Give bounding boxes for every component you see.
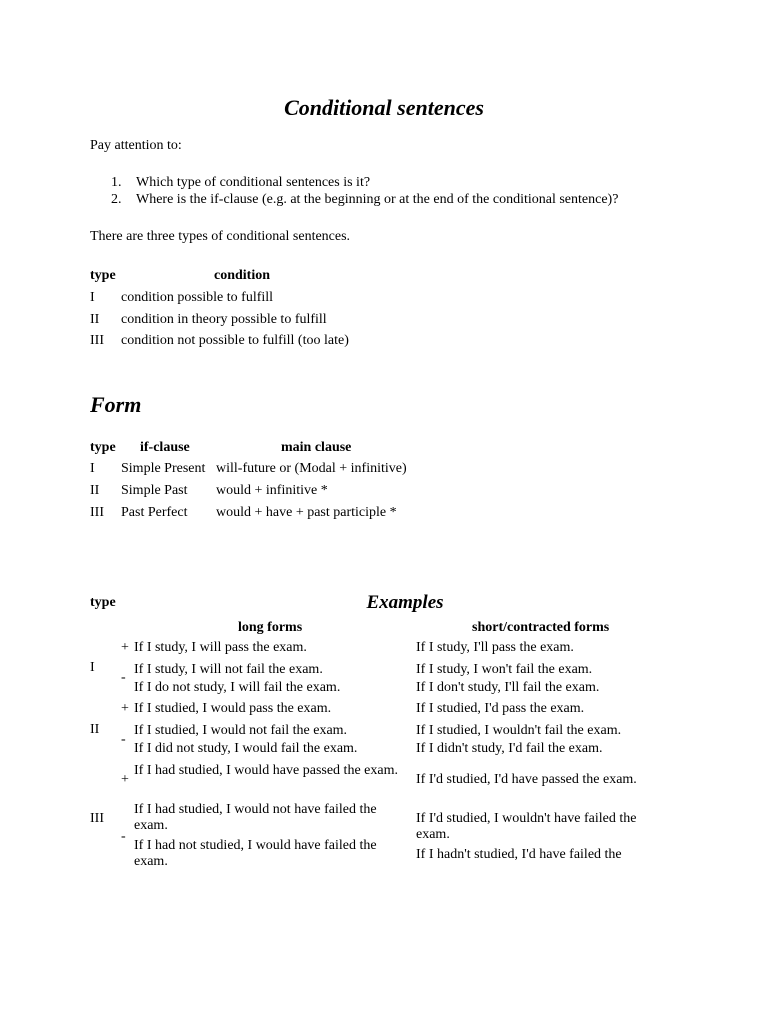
types-row-condition: condition possible to fulfill xyxy=(121,290,274,305)
example-long: If I do not study, I will fail the exam. xyxy=(134,680,341,695)
long-forms-header: long forms xyxy=(238,620,303,635)
form-row-type: II xyxy=(90,483,100,498)
example-long: If I did not study, I would fail the exam. xyxy=(134,741,358,756)
form-row-main-clause: will-future or (Modal + infinitive) xyxy=(216,461,407,476)
example-long: If I had studied, I would not have failed the exam. xyxy=(134,802,377,834)
form-row-type: I xyxy=(90,461,95,476)
examples-header-type: type xyxy=(90,595,116,610)
form-header-type: type xyxy=(90,440,116,455)
form-header-if-clause: if-clause xyxy=(140,440,190,455)
example-long: If I study, I will pass the exam. xyxy=(134,640,307,655)
types-row-type: II xyxy=(90,312,100,327)
example-short: If I study, I'll pass the exam. xyxy=(416,640,574,655)
example-short: If I'd studied, I wouldn't have failed the exam. xyxy=(416,811,637,843)
types-row-condition: condition not possible to fulfill (too late) xyxy=(121,333,349,348)
minus-sign: - xyxy=(121,670,126,685)
form-row-if-clause: Past Perfect xyxy=(121,505,188,520)
minus-sign: - xyxy=(121,732,126,747)
form-heading: Form xyxy=(90,392,142,417)
example-long: If I studied, I would pass the exam. xyxy=(134,701,332,716)
form-row-main-clause: would + have + past participle * xyxy=(216,505,397,520)
example-short: If I hadn't studied, I'd have failed the xyxy=(416,847,622,862)
list-item-text: Where is the if-clause (e.g. at the beginning or at the end of the conditional sentence)? xyxy=(136,192,619,207)
types-row-type: I xyxy=(90,290,95,305)
example-long: If I had studied, I would have passed the exam. xyxy=(134,763,398,778)
example-short: If I didn't study, I'd fail the exam. xyxy=(416,741,603,756)
plus-sign: + xyxy=(121,701,129,716)
plus-sign: + xyxy=(121,640,129,655)
example-short: If I don't study, I'll fail the exam. xyxy=(416,680,600,695)
minus-sign: - xyxy=(121,829,126,844)
types-sentence: There are three types of conditional sentences. xyxy=(90,229,351,244)
examples-row-type: II xyxy=(90,722,100,737)
example-short: If I studied, I wouldn't fail the exam. xyxy=(416,723,622,738)
page-title: Conditional sentences xyxy=(284,95,484,120)
list-item-text: Which type of conditional sentences is it? xyxy=(136,175,371,190)
example-short: If I'd studied, I'd have passed the exam. xyxy=(416,772,637,787)
types-row-type: III xyxy=(90,333,104,348)
examples-row-type: I xyxy=(90,660,95,675)
example-long: If I had not studied, I would have failed the exam. xyxy=(134,838,377,870)
form-row-type: III xyxy=(90,505,104,520)
examples-row-type: III xyxy=(90,811,104,826)
types-header-type: type xyxy=(90,268,116,283)
form-header-main-clause: main clause xyxy=(281,440,352,455)
examples-heading: Examples xyxy=(366,592,444,613)
list-item-number: 2. xyxy=(111,192,122,207)
plus-sign: + xyxy=(121,772,129,787)
example-long: If I study, I will not fail the exam. xyxy=(134,662,323,677)
example-short: If I studied, I'd pass the exam. xyxy=(416,701,585,716)
form-row-if-clause: Simple Past xyxy=(121,483,188,498)
list-item-number: 1. xyxy=(111,175,122,190)
example-short: If I study, I won't fail the exam. xyxy=(416,662,593,677)
intro-lead: Pay attention to: xyxy=(90,138,182,153)
short-forms-header: short/contracted forms xyxy=(472,620,610,635)
form-row-main-clause: would + infinitive * xyxy=(216,483,328,498)
types-header-condition: condition xyxy=(214,268,271,283)
example-long: If I studied, I would not fail the exam. xyxy=(134,723,348,738)
form-row-if-clause: Simple Present xyxy=(121,461,206,476)
types-row-condition: condition in theory possible to fulfill xyxy=(121,312,327,327)
